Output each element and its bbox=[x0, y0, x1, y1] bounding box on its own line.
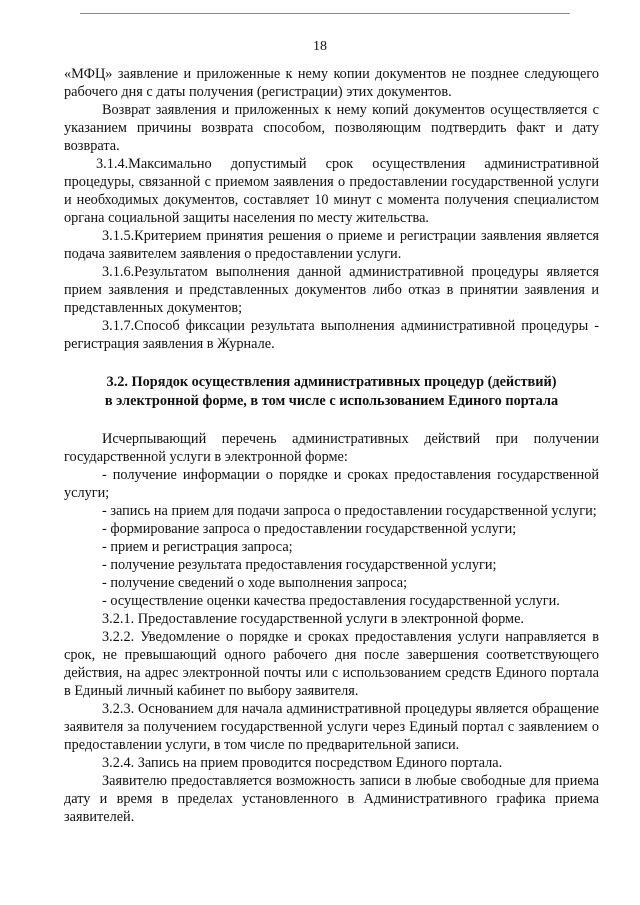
paragraph: 3.2.2. Уведомление о порядке и сроках предоставления услуги направляется в срок, не превышающий одного рабочего дня после завершения соответствующего действия, на адрес электронной почты или с использованием средств Единого портала в Единый личный кабинет по выбору заявителя. bbox=[64, 629, 599, 699]
list-item: - прием и регистрация запроса; bbox=[102, 539, 293, 555]
paragraph: 3.2.1. Предоставление государственной услуги в электронной форме. bbox=[102, 611, 525, 627]
paragraph: 3.1.4.Максимально допустимый срок осуществления административной процедуры, связанной с приемом заявления о предоставлении государственной услуги и необходимых документов, составляет 10 минут с момента получения специалистом органа социальной защиты населения по месту жительства. bbox=[64, 156, 599, 226]
document-body bbox=[64, 65, 599, 826]
paragraph: 3.2.3. Основанием для начала административной процедуры является обращение заявителя за получением государственной услуги через Единый портал с заявлением о предоставлении услуги, в том числе по предварительной записи. bbox=[64, 701, 599, 753]
paragraph: Заявителю предоставляется возможность записи в любые свободные для приема дату и время в пределах установленного в Административного графика приема заявителей. bbox=[64, 773, 599, 825]
section-heading bbox=[64, 373, 599, 410]
section-heading-line: 3.2. Порядок осуществления административных процедур (действий) bbox=[106, 374, 557, 390]
paragraph: 3.1.6.Результатом выполнения данной административной процедуры является прием заявления и представленных документов либо отказ в принятии заявления и представленных документов; bbox=[64, 264, 599, 316]
list-item: - осуществление оценки качества предоставления государственной услуги. bbox=[102, 593, 560, 609]
list-item: - получение результата предоставления государственной услуги; bbox=[102, 557, 497, 573]
list-item: - формирование запроса о предоставлении государственной услуги; bbox=[102, 521, 517, 537]
section-heading-line: в электронной форме, в том числе с использованием Единого портала bbox=[104, 392, 559, 409]
paragraph: Возврат заявления и приложенных к нему копий документов осуществляется с указанием причины возврата способом, позволяющим подтвердить факт и дату возврата. bbox=[64, 102, 599, 154]
paragraph: 3.1.7.Способ фиксации результата выполнения административной процедуры - регистрация заявления в Журнале. bbox=[64, 318, 599, 352]
page-number: 18 bbox=[313, 39, 327, 54]
paragraph: «МФЦ» заявление и приложенные к нему копии документов не позднее следующего рабочего дня с даты получения (регистрации) этих документов. bbox=[64, 66, 599, 100]
paragraph: 3.2.4. Запись на прием проводится посредством Единого портала. bbox=[102, 755, 503, 771]
paragraph: Исчерпывающий перечень административных действий при получении государственной услуги в электронной форме: bbox=[64, 431, 599, 465]
list-item: - получение информации о порядке и сроках предоставления государственной услуги; bbox=[64, 467, 599, 501]
paragraph: 3.1.5.Критерием принятия решения о приеме и регистрации заявления является подача заявителем заявления о предоставлении услуги. bbox=[64, 228, 599, 262]
list-item: - получение сведений о ходе выполнения запроса; bbox=[102, 575, 408, 591]
scan-edge-line bbox=[80, 13, 570, 14]
list-item: - запись на прием для подачи запроса о предоставлении государственной услуги; bbox=[102, 503, 597, 519]
